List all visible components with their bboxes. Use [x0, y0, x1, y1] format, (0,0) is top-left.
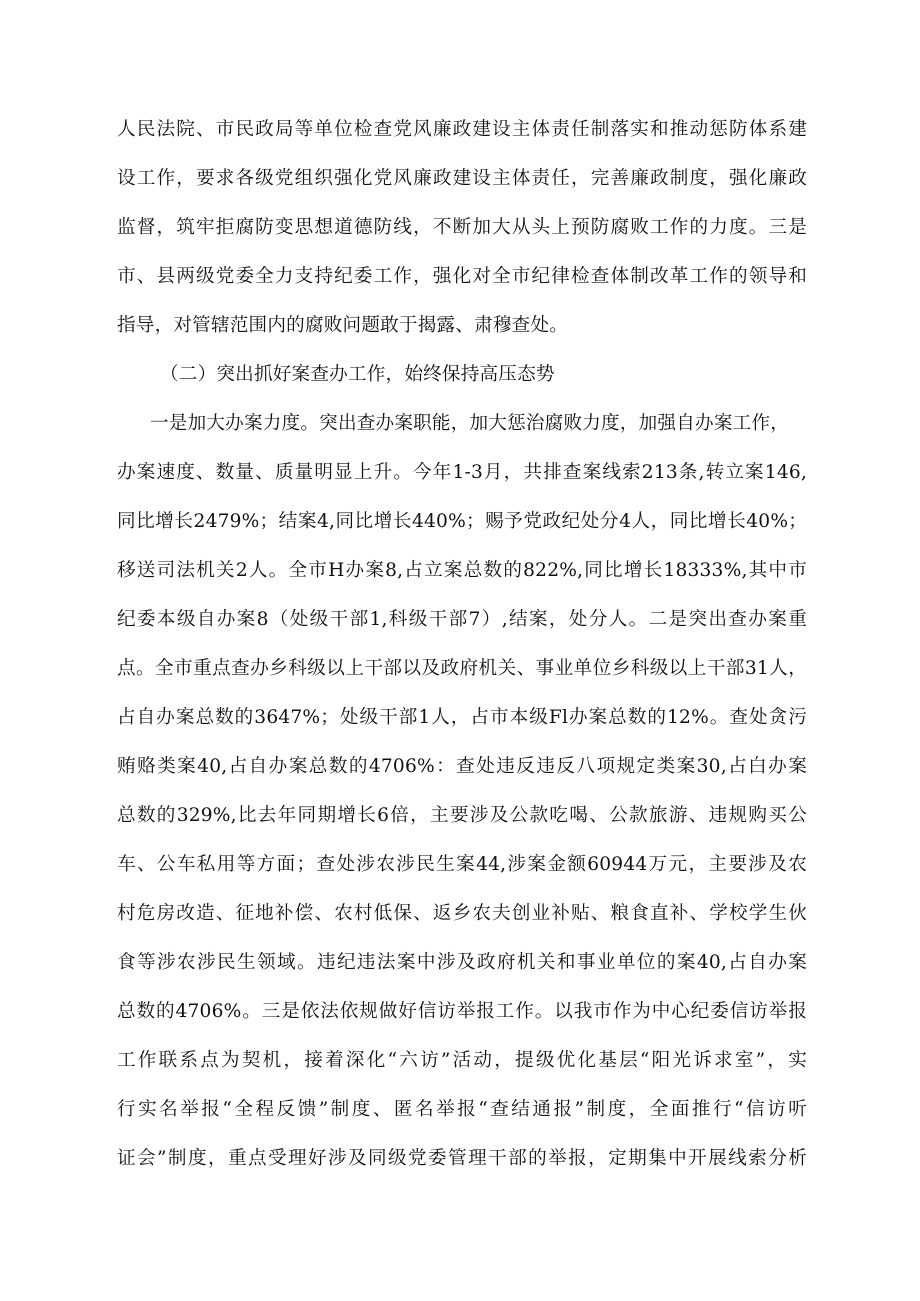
body-text-line: 贿赂类案40,占自办案总数的4706%：查处违反违反八项规定类案30,占白办案 — [117, 756, 807, 777]
section-heading: （二）突出抓好案查办工作，始终保持高压态势 — [160, 364, 555, 385]
body-text-line: 指导，对管辖范围内的腐败问题敢于揭露、肃穆查处。 — [117, 315, 569, 336]
body-text-line: 设工作，要求各级党组织强化党风廉政建设主体责任，完善廉政制度，强化廉政 — [117, 168, 807, 189]
body-text-line: 监督，筑牢拒腐防变思想道德防线，不断加大从头上预防腐败工作的力度。三是 — [117, 217, 807, 238]
body-text-line: 工作联系点为契机，接着深化“六访”活动，提级优化基层“阳光诉求室”，实 — [117, 1050, 807, 1071]
body-text-line: 车、公车私用等方面；查处涉农涉民生案44,涉案金额60944万元，主要涉及农 — [117, 854, 807, 875]
body-text-line: 食等涉农涉民生领域。违纪违法案中涉及政府机关和事业单位的案40,占自办案 — [117, 952, 807, 973]
body-text-line: 点。全市重点查办乡科级以上干部以及政府机关、事业单位乡科级以上干部31人， — [117, 658, 807, 679]
body-text-line: 同比增长2479%；结案4,同比增长440%；赐予党政纪处分4人，同比增长40%； — [117, 511, 807, 532]
body-text-line: 总数的4706%。三是依法依规做好信访举报工作。以我市作为中心纪委信访举报 — [117, 1001, 807, 1022]
body-text-line: 行实名举报“全程反馈”制度、匿名举报“查结通报”制度，全面推行“信访听 — [117, 1099, 807, 1120]
paragraph-lead-line: 一是加大办案力度。突出查办案职能，加大惩治腐败力度，加强自办案工作， — [150, 413, 789, 434]
body-text-line: 总数的329%,比去年同期增长6倍，主要涉及公款吃喝、公款旅游、违规购买公 — [117, 805, 807, 826]
body-text-line: 证会”制度，重点受理好涉及同级党委管理干部的举报，定期集中开展线索分析 — [117, 1148, 807, 1169]
body-text-line: 市、县两级党委全力支持纪委工作，强化对全市纪律检查体制改革工作的领导和 — [117, 266, 807, 287]
body-text-line: 村危房改造、征地补偿、农村低保、返乡农夫创业补贴、粮食直补、学校学生伙 — [117, 903, 807, 924]
body-text-line: 占自办案总数的3647%；处级干部1人，占市本级Fl办案总数的12%。查处贪污 — [117, 707, 807, 728]
body-text-line: 办案速度、数量、质量明显上升。今年1-3月，共排查案线索213条,转立案146, — [117, 462, 807, 483]
body-text-line: 人民法院、市民政局等单位检查党风廉政建设主体责任制落实和推动惩防体系建 — [117, 119, 807, 140]
body-text-line: 移送司法机关2人。全市H办案8,占立案总数的822%,同比增长18333%,其中市 — [117, 560, 807, 581]
body-text-line: 纪委本级自办案8（处级干部1,科级干部7）,结案，处分人。二是突出查办案重 — [117, 609, 807, 630]
